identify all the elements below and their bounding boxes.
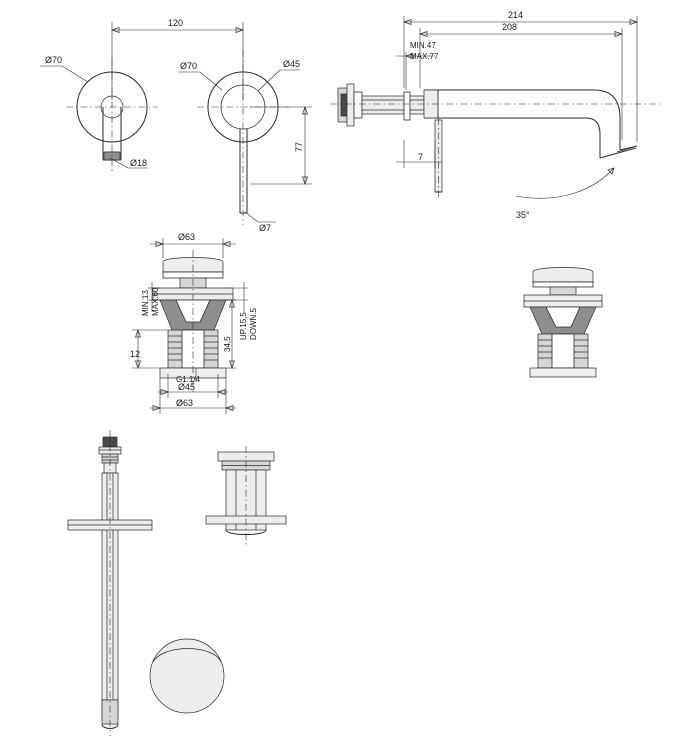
dim-345: 34,5	[223, 336, 232, 352]
dim-up155: UP.15,5	[239, 312, 248, 340]
dim-d63-top: Ø63	[178, 232, 196, 242]
front-plate-view	[40, 18, 312, 233]
dim-d45: Ø45	[283, 59, 301, 69]
dim-35deg: 35°	[516, 210, 530, 220]
valve-body-view	[68, 430, 152, 736]
dim-d18: Ø18	[130, 158, 148, 168]
waste-iso-view	[524, 268, 602, 378]
dim-214: 214	[508, 10, 524, 20]
dim-77: 77	[294, 141, 304, 152]
dim-d45b: Ø45	[178, 382, 196, 392]
dim-max60: MAX.60	[151, 287, 160, 316]
waste-section-view	[130, 232, 258, 414]
dim-208: 208	[502, 22, 518, 32]
dim-max77: MAX.77	[410, 52, 439, 61]
dim-120: 120	[168, 18, 184, 28]
dim-7: 7	[418, 152, 424, 162]
dim-g114: G1.1/4	[176, 375, 201, 384]
dim-12: 12	[130, 349, 141, 359]
dim-min47: MIN.47	[410, 41, 436, 50]
dim-down5: DOWN.5	[249, 308, 258, 340]
dim-d70-right: Ø70	[180, 61, 198, 71]
dim-d70-left: Ø70	[45, 55, 63, 65]
dim-d63-bottom: Ø63	[176, 398, 194, 408]
cap-view	[150, 639, 224, 713]
spout-side-view	[330, 10, 660, 220]
handle-view	[206, 446, 286, 546]
dim-d7: Ø7	[259, 223, 272, 233]
dim-min13: MIN.13	[141, 290, 150, 316]
